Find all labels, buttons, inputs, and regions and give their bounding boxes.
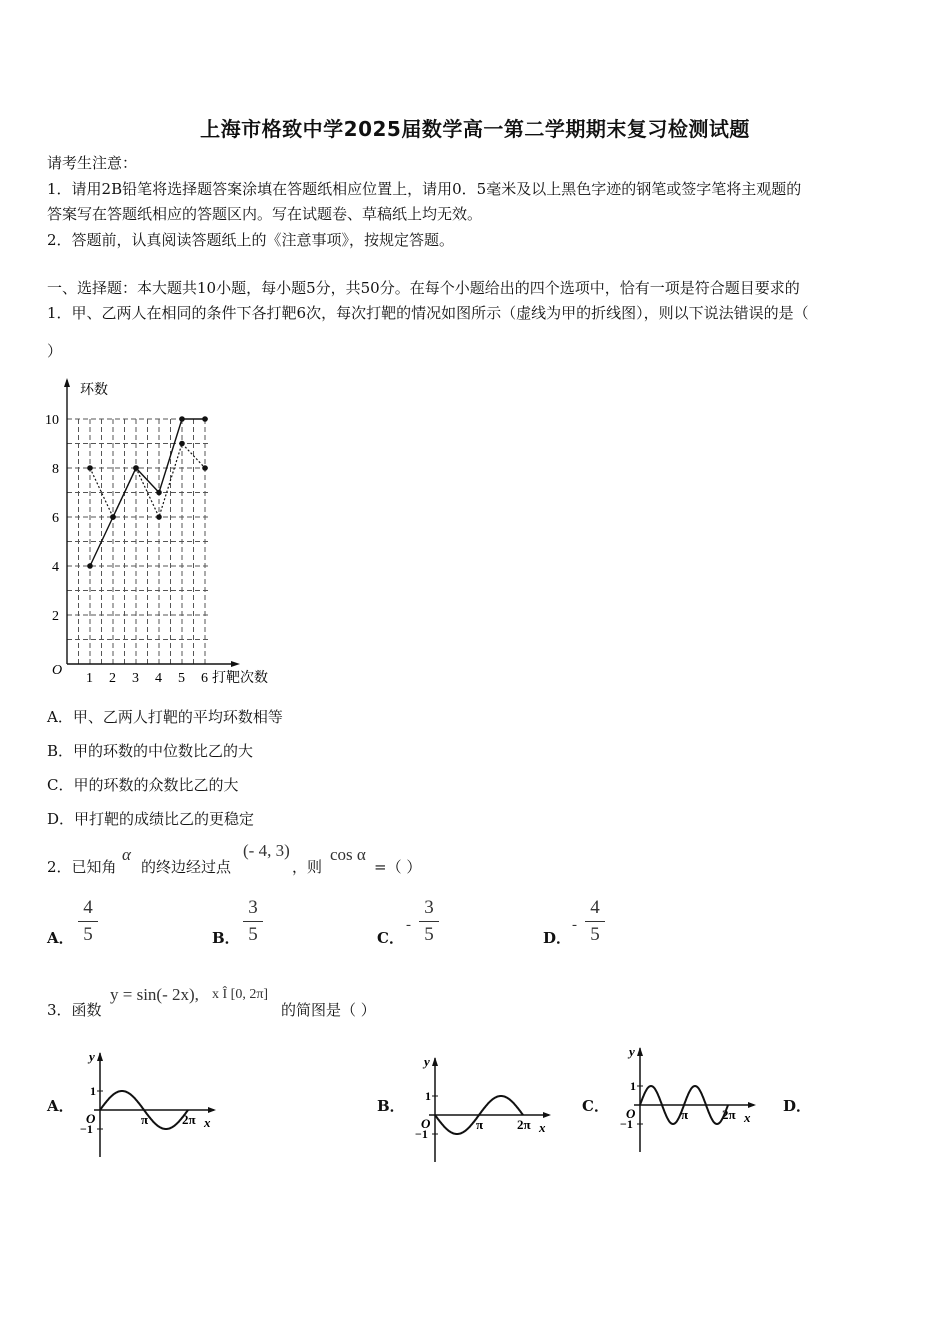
x-axis-arrow	[208, 1107, 216, 1113]
fraction	[585, 897, 605, 946]
q3-option-d-label[interactable]: D．	[783, 1097, 812, 1115]
y-tick-neg-one: −1	[620, 1117, 633, 1131]
data-point	[202, 416, 208, 422]
x-tick-label: 3	[132, 671, 139, 686]
function-formula: y = sin(- 2x),	[110, 985, 199, 1004]
y-tick-neg-one: −1	[415, 1127, 428, 1141]
y-label: y	[89, 1049, 95, 1064]
data-point	[156, 514, 162, 520]
x-axis-arrow	[231, 661, 240, 667]
question-2-mid: 的终边经过点	[141, 858, 232, 876]
question-2-prefix: 2．已知角	[47, 858, 117, 876]
numerator: 3	[248, 897, 258, 918]
fraction-bar	[585, 921, 605, 922]
numerator: 4	[590, 897, 600, 918]
fraction-bar	[419, 921, 439, 922]
data-point	[156, 490, 162, 496]
fraction-bar	[78, 921, 98, 922]
denominator: 5	[424, 924, 434, 945]
y-axis-arrow	[432, 1057, 438, 1066]
minus-sign: -	[572, 917, 577, 933]
numerator: 3	[424, 897, 434, 918]
question-3-prefix: 3．函数	[47, 1001, 102, 1019]
chart-y-axis-label: 环数	[80, 383, 108, 398]
y-tick-neg-one: −1	[80, 1122, 93, 1136]
point-coordinates: (- 4, 3)	[243, 841, 290, 860]
x-axis-arrow	[748, 1102, 756, 1108]
numerator: 4	[83, 897, 93, 918]
x-label: x	[744, 1110, 751, 1125]
function-domain: x Î [0, 2π]	[212, 987, 269, 1002]
y-tick-label: 6	[52, 511, 59, 526]
x-label: x	[539, 1120, 546, 1135]
y-tick-one: 1	[90, 1084, 96, 1098]
x-tick-label: 1	[86, 671, 93, 686]
data-point	[202, 465, 208, 471]
data-point	[179, 416, 185, 422]
question-2-then: ，则	[292, 858, 323, 876]
origin-label: O	[86, 1111, 96, 1126]
x-axis-arrow	[543, 1112, 551, 1118]
alpha-symbol: α	[122, 845, 131, 864]
page-title: 上海市格致中学2025届数学高一第二学期期末复习检测试题	[200, 117, 750, 141]
data-point	[87, 465, 93, 471]
fraction	[78, 897, 98, 946]
q2-option-a-label[interactable]: A．	[47, 929, 74, 947]
fraction-bar	[243, 921, 263, 922]
notice-item-2: 2．答题前，认真阅读答题纸上的《注意事项》，按规定答题。	[47, 231, 455, 249]
q1-option-c[interactable]: C．甲的环数的众数比乙的大	[47, 776, 239, 794]
notice-heading: 请考生注意：	[47, 154, 138, 172]
data-point	[110, 514, 116, 520]
minus-sign: -	[406, 917, 411, 933]
x-tick-2pi: 2π	[722, 1107, 736, 1122]
y-axis-arrow	[637, 1047, 643, 1056]
q1-option-a[interactable]: A．甲、乙两人打靶的平均环数相等	[47, 708, 283, 726]
x-tick-label: 4	[155, 671, 162, 686]
notice-item-1-line-2: 答案写在答题纸相应的答题区内。写在试题卷、草稿纸上均无效。	[47, 205, 483, 223]
question-2-end: =（ ）	[374, 858, 422, 876]
q1-option-d[interactable]: D．甲打靶的成绩比乙的更稳定	[47, 810, 255, 828]
x-tick-pi: π	[681, 1107, 689, 1122]
q1-option-b[interactable]: B．甲的环数的中位数比乙的大	[47, 742, 254, 760]
question-1-stem: 1．甲、乙两人在相同的条件下各打靶6次，每次打靶的情况如图所示（虚线为甲的折线图），则以下说法错误的是（	[47, 304, 809, 322]
y-label: y	[424, 1054, 430, 1069]
data-point	[133, 465, 139, 471]
chart-grid	[67, 419, 210, 664]
origin-label: O	[626, 1106, 636, 1121]
fraction	[419, 897, 439, 946]
x-tick-label: 5	[178, 671, 185, 686]
y-tick-label: 8	[52, 462, 59, 477]
target-shooting-chart	[40, 372, 300, 690]
q2-option-c-label[interactable]: C．	[377, 929, 404, 947]
fraction	[243, 897, 263, 946]
x-tick-2pi: 2π	[517, 1117, 531, 1132]
y-tick-label: 2	[52, 609, 59, 624]
q2-option-d-label[interactable]: D．	[543, 929, 572, 947]
y-axis-arrow	[64, 378, 70, 387]
denominator: 5	[248, 924, 258, 945]
chart-x-axis-label: 打靶次数	[212, 671, 268, 686]
graph-option-c	[610, 1040, 770, 1162]
y-tick-one: 1	[425, 1089, 431, 1103]
x-tick-2pi: 2π	[182, 1112, 196, 1127]
origin-label: O	[421, 1116, 431, 1131]
x-tick-label: 6	[201, 671, 208, 686]
y-axis-arrow	[97, 1052, 103, 1061]
y-tick-label: 4	[52, 560, 59, 575]
q3-option-b-label[interactable]: B．	[377, 1097, 405, 1115]
notice-item-1-line-1: 1．请用2B铅笔将选择题答案涂填在答题纸相应位置上，请用0．5毫米及以上黑色字迹的钢笔或签字笔将主观题的	[47, 180, 802, 198]
data-point	[87, 563, 93, 569]
q3-option-c-label[interactable]: C．	[582, 1097, 609, 1115]
y-tick-one: 1	[630, 1079, 636, 1093]
section-heading: 一、选择题：本大题共10小题，每小题5分，共50分。在每个小题给出的四个选项中，恰有一项是符合题目要求的	[47, 279, 800, 297]
graph-option-a	[70, 1045, 230, 1167]
x-label: x	[204, 1115, 211, 1130]
denominator: 5	[83, 924, 93, 945]
q2-option-b-label[interactable]: B．	[212, 929, 240, 947]
question-1-stem-end: ）	[47, 342, 63, 360]
x-tick-pi: π	[141, 1112, 149, 1127]
chart-origin-label: O	[52, 663, 63, 678]
cos-alpha: cos α	[330, 845, 366, 864]
denominator: 5	[590, 924, 600, 945]
x-tick-label: 2	[109, 671, 116, 686]
data-point	[179, 441, 185, 447]
y-label: y	[629, 1044, 635, 1059]
x-tick-pi: π	[476, 1117, 484, 1132]
question-3-end: 的简图是（ ）	[281, 1001, 376, 1019]
q3-option-a-label[interactable]: A．	[47, 1097, 74, 1115]
graph-option-b	[405, 1050, 565, 1172]
y-tick-label: 10	[45, 413, 59, 428]
